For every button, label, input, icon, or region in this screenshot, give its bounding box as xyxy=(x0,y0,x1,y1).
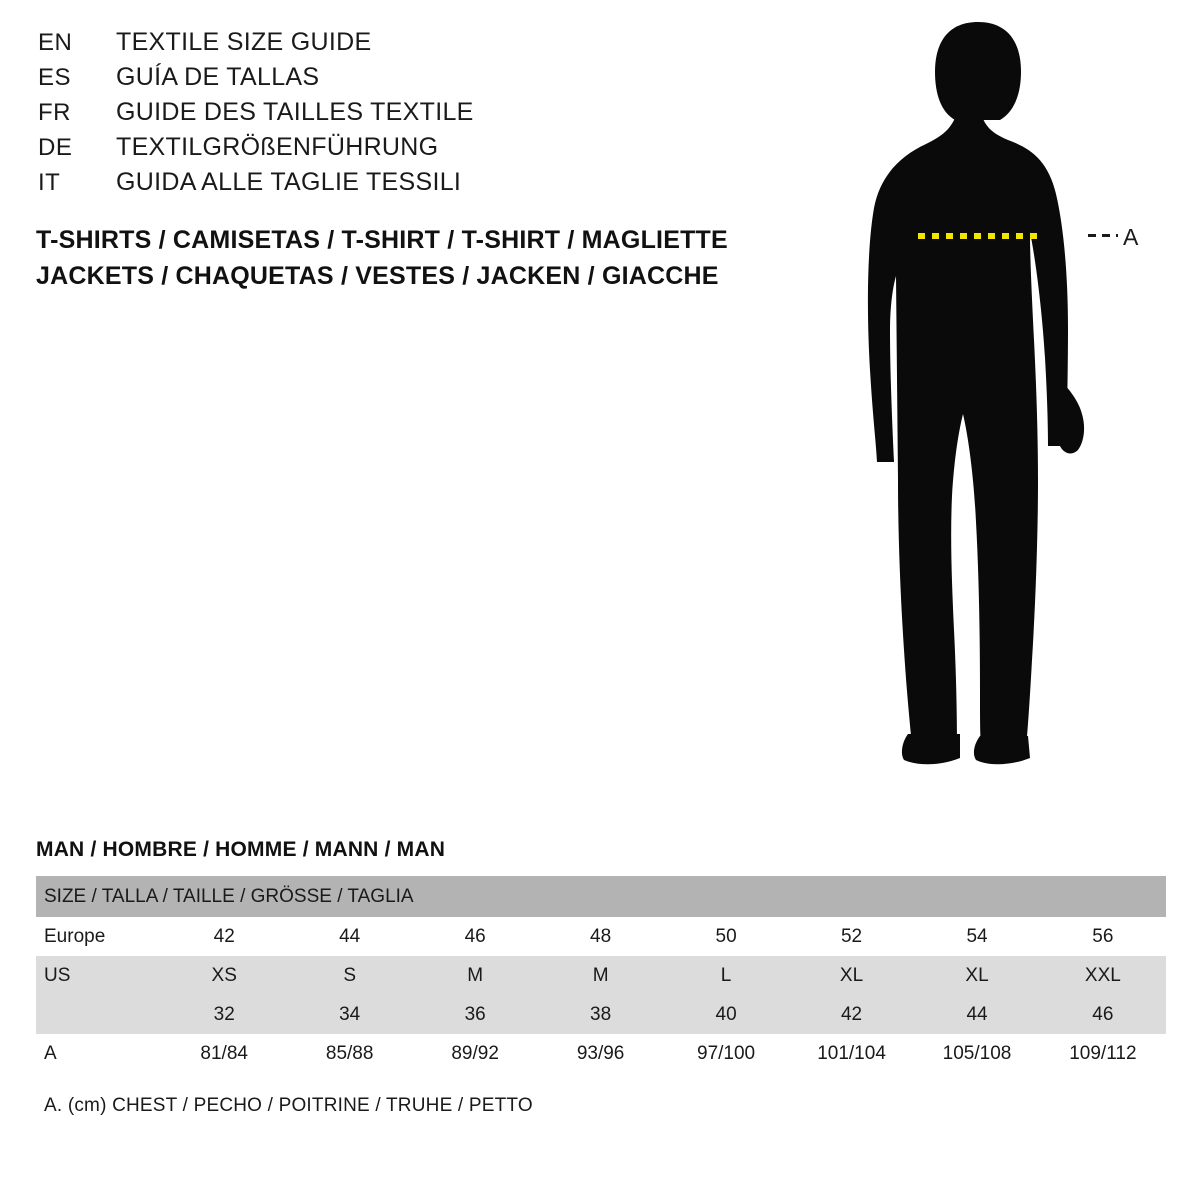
language-header-block xyxy=(38,28,758,203)
language-code: DE xyxy=(38,134,73,161)
language-title: GUÍA DE TALLAS xyxy=(116,63,320,91)
table-header-label: SIZE / TALLA / TAILLE / GRÖSSE / TAGLIA xyxy=(36,876,1166,917)
row-label: Europe xyxy=(36,917,161,956)
table-cell: L xyxy=(663,956,788,995)
table-cell: 54 xyxy=(914,917,1039,956)
table-cell: 48 xyxy=(538,917,663,956)
table-row xyxy=(36,1034,1166,1073)
table-cell: 42 xyxy=(789,995,914,1034)
row-label xyxy=(36,995,161,1034)
table-cell: 46 xyxy=(1040,995,1166,1034)
measure-marker-label: A xyxy=(1123,224,1139,250)
table-cell: 101/104 xyxy=(789,1034,914,1073)
language-title: TEXTILGRÖßENFÜHRUNG xyxy=(116,133,439,161)
table-row xyxy=(36,917,1166,956)
table-cell: 89/92 xyxy=(412,1034,537,1073)
table-cell: 40 xyxy=(663,995,788,1034)
category-tshirts: T-SHIRTS / CAMISETAS / T-SHIRT / T-SHIRT / MAGLIETTE xyxy=(36,226,728,254)
table-cell: 36 xyxy=(412,995,537,1034)
table-cell: 109/112 xyxy=(1040,1034,1166,1073)
table-cell: 81/84 xyxy=(161,1034,286,1073)
language-title: GUIDA ALLE TAGLIE TESSILI xyxy=(116,168,462,196)
language-row xyxy=(38,168,758,203)
category-jackets: JACKETS / CHAQUETAS / VESTES / JACKEN / GIACCHE xyxy=(36,262,719,290)
table-cell: 38 xyxy=(538,995,663,1034)
table-cell: 50 xyxy=(663,917,788,956)
language-title: TEXTILE SIZE GUIDE xyxy=(116,28,372,56)
language-title: GUIDE DES TAILLES TEXTILE xyxy=(116,98,474,126)
size-table xyxy=(36,876,1166,1073)
table-cell: 56 xyxy=(1040,917,1166,956)
table-header-row xyxy=(36,876,1166,917)
table-row xyxy=(36,956,1166,995)
table-cell: M xyxy=(538,956,663,995)
size-table-section xyxy=(36,838,1166,1117)
man-silhouette-figure xyxy=(830,10,1170,790)
table-cell: XL xyxy=(789,956,914,995)
table-cell: XL xyxy=(914,956,1039,995)
silhouette-shape xyxy=(868,22,1084,764)
table-cell: 44 xyxy=(287,917,412,956)
table-cell: 42 xyxy=(161,917,286,956)
table-cell: 93/96 xyxy=(538,1034,663,1073)
language-code: FR xyxy=(38,99,71,126)
table-heading: MAN / HOMBRE / HOMME / MANN / MAN xyxy=(36,838,446,861)
table-cell: M xyxy=(412,956,537,995)
row-label: A xyxy=(36,1034,161,1073)
table-cell: S xyxy=(287,956,412,995)
table-cell: 46 xyxy=(412,917,537,956)
row-label: US xyxy=(36,956,161,995)
table-cell: 97/100 xyxy=(663,1034,788,1073)
language-code: EN xyxy=(38,29,73,56)
language-row xyxy=(38,28,758,63)
table-cell: 52 xyxy=(789,917,914,956)
table-cell: 34 xyxy=(287,995,412,1034)
table-cell: 32 xyxy=(161,995,286,1034)
measure-leader-line xyxy=(1088,234,1118,237)
table-cell: XXL xyxy=(1040,956,1166,995)
language-row xyxy=(38,63,758,98)
language-code: IT xyxy=(38,169,61,196)
table-cell: XS xyxy=(161,956,286,995)
table-footnote: A. (cm) CHEST / PECHO / POITRINE / TRUHE / PETTO xyxy=(44,1095,533,1116)
language-code: ES xyxy=(38,64,72,91)
table-cell: 44 xyxy=(914,995,1039,1034)
language-row xyxy=(38,133,758,168)
table-cell: 85/88 xyxy=(287,1034,412,1073)
language-row xyxy=(38,98,758,133)
table-cell: 105/108 xyxy=(914,1034,1039,1073)
table-row xyxy=(36,995,1166,1034)
category-block xyxy=(36,222,796,294)
